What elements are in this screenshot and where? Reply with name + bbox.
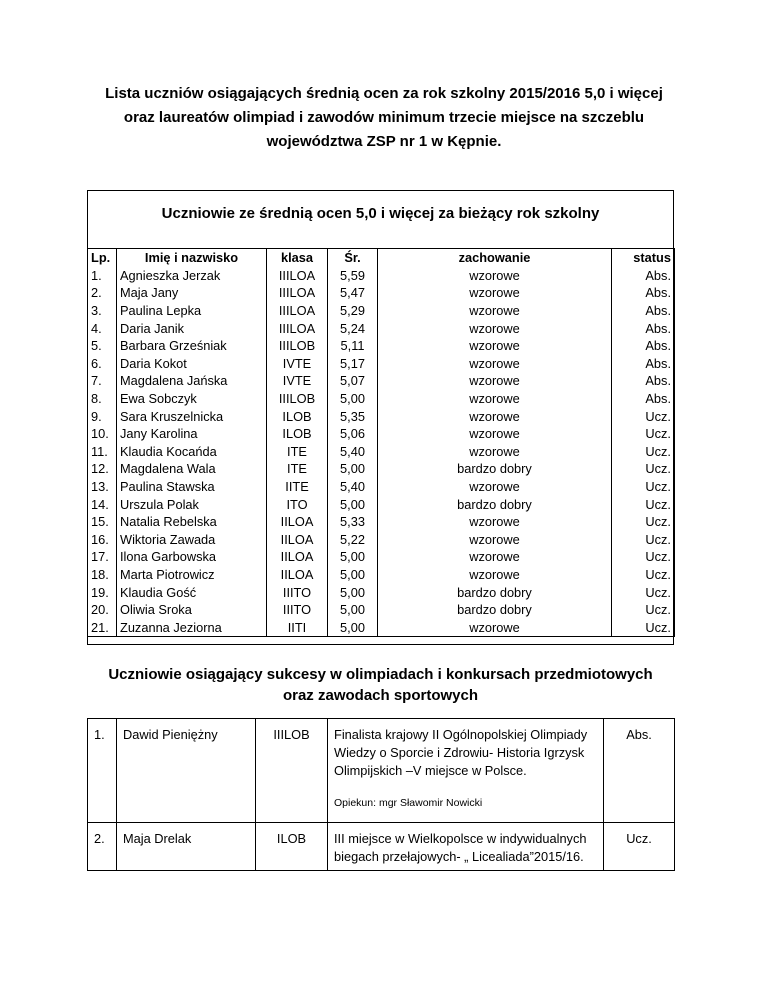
cell-class: IILOA: [267, 548, 328, 566]
cell-behavior: wzorowe: [378, 531, 612, 549]
cell-behavior: wzorowe: [378, 267, 612, 285]
table-row: [88, 284, 675, 302]
cell-average: 5,00: [328, 548, 378, 566]
cell-status: Ucz.: [612, 548, 675, 566]
cell-class: IILOA: [267, 566, 328, 584]
cell-average: 5,06: [328, 425, 378, 443]
table-row: [88, 495, 675, 513]
cell-lp: 3.: [88, 302, 117, 320]
cell-lp: 16.: [88, 531, 117, 549]
cell-behavior: wzorowe: [378, 443, 612, 461]
cell-name: [117, 719, 256, 823]
cell-status: Ucz.: [612, 601, 675, 619]
grades-table-header: [88, 249, 675, 267]
cell-average: 5,11: [328, 337, 378, 355]
cell-behavior: wzorowe: [378, 355, 612, 373]
cell-class: IIILOB: [267, 337, 328, 355]
table-row: [88, 407, 675, 425]
cell-status-text: Ucz.: [626, 831, 652, 846]
cell-lp: [88, 823, 117, 871]
table-row: [88, 443, 675, 461]
cell-status: Abs.: [612, 267, 675, 285]
cell-achievement-text: Finalista krajowy II Ogólnopolskiej Olimpiady Wiedzy o Sporcie i Zdrowiu- Historia Igrzysk Olimpijskich –V miejsce w Polsce.: [334, 727, 588, 778]
cell-name: Klaudia Kocańda: [117, 443, 267, 461]
cell-average: 5,00: [328, 460, 378, 478]
cell-lp: 9.: [88, 407, 117, 425]
cell-name: Daria Kokot: [117, 355, 267, 373]
cell-lp: 12.: [88, 460, 117, 478]
cell-status-text: Abs.: [626, 727, 652, 742]
cell-class: IVTE: [267, 372, 328, 390]
table-row: [88, 531, 675, 549]
cell-status: Abs.: [612, 302, 675, 320]
cell-average: 5,35: [328, 407, 378, 425]
cell-lp-text: 2.: [94, 831, 105, 846]
col-header-average: Śr.: [328, 249, 378, 267]
table-row: [88, 548, 675, 566]
cell-name: Paulina Stawska: [117, 478, 267, 496]
cell-class: ITE: [267, 443, 328, 461]
cell-status: Abs.: [612, 337, 675, 355]
table-row: [88, 390, 675, 408]
cell-status: Ucz.: [612, 443, 675, 461]
cell-behavior: wzorowe: [378, 407, 612, 425]
table-row: [88, 425, 675, 443]
section1-heading: Uczniowie ze średnią ocen 5,0 i więcej za bieżący rok szkolny: [161, 205, 600, 222]
cell-achievement: [328, 719, 604, 823]
cell-status: Ucz.: [612, 495, 675, 513]
cell-name: Zuzanna Jeziorna: [117, 618, 267, 636]
cell-name: Oliwia Sroka: [117, 601, 267, 619]
cell-achievement-text: III miejsce w Wielkopolsce w indywidualnych biegach przełajowych- „ Licealiada”2015/16.: [334, 831, 587, 864]
cell-average: 5,17: [328, 355, 378, 373]
cell-class: [256, 823, 328, 871]
cell-class: ILOB: [267, 425, 328, 443]
cell-average: 5,00: [328, 601, 378, 619]
grades-table-body: [88, 267, 675, 637]
table-row: [88, 372, 675, 390]
table-row: [88, 719, 675, 823]
cell-lp: 20.: [88, 601, 117, 619]
cell-status: Ucz.: [612, 531, 675, 549]
table-row: [88, 460, 675, 478]
cell-behavior: bardzo dobry: [378, 495, 612, 513]
cell-status: Ucz.: [612, 460, 675, 478]
cell-average: 5,40: [328, 478, 378, 496]
cell-class: IIITO: [267, 601, 328, 619]
table-row: [88, 513, 675, 531]
cell-status: Abs.: [612, 390, 675, 408]
table-row: [88, 355, 675, 373]
col-header-lp: Lp.: [88, 249, 117, 267]
cell-class: IIILOA: [267, 284, 328, 302]
cell-name: Sara Kruszelnicka: [117, 407, 267, 425]
title-line-1: Lista uczniów osiągających średnią ocen za rok szkolny 2015/2016 5,0 i więcej: [105, 85, 663, 102]
cell-name: Wiktoria Zawada: [117, 531, 267, 549]
document-title: [60, 82, 708, 154]
cell-status: [604, 823, 675, 871]
supervisor-note: Opiekun: mgr Sławomir Nowicki: [334, 797, 483, 809]
cell-status: Abs.: [612, 284, 675, 302]
cell-lp: 21.: [88, 618, 117, 636]
cell-name: Jany Karolina: [117, 425, 267, 443]
cell-class: IIITO: [267, 583, 328, 601]
cell-class: IILOA: [267, 531, 328, 549]
cell-status: Ucz.: [612, 425, 675, 443]
cell-name: Agnieszka Jerzak: [117, 267, 267, 285]
cell-behavior: wzorowe: [378, 478, 612, 496]
cell-name: Magdalena Jańska: [117, 372, 267, 390]
cell-lp: 5.: [88, 337, 117, 355]
table-row: [88, 302, 675, 320]
table-row: [88, 267, 675, 285]
title-line-3: województwa ZSP nr 1 w Kępnie.: [266, 133, 502, 150]
cell-name: Urszula Polak: [117, 495, 267, 513]
cell-average: 5,00: [328, 566, 378, 584]
section2-heading: [88, 664, 673, 706]
cell-name-text: Dawid Pieniężny: [123, 727, 218, 742]
cell-name: Paulina Lepka: [117, 302, 267, 320]
cell-lp: 17.: [88, 548, 117, 566]
cell-behavior: wzorowe: [378, 548, 612, 566]
col-header-behavior: zachowanie: [378, 249, 612, 267]
cell-class: IVTE: [267, 355, 328, 373]
achievements-table-body: [88, 719, 675, 871]
cell-class-text: ILOB: [276, 831, 307, 846]
cell-name: Daria Janik: [117, 319, 267, 337]
section2-heading-line-1: Uczniowie osiągający sukcesy w olimpiadach i konkursach przedmiotowych: [108, 666, 653, 683]
cell-behavior: wzorowe: [378, 390, 612, 408]
cell-lp: 6.: [88, 355, 117, 373]
table-row: [88, 566, 675, 584]
cell-name: Klaudia Gość: [117, 583, 267, 601]
cell-behavior: wzorowe: [378, 337, 612, 355]
cell-behavior: bardzo dobry: [378, 460, 612, 478]
cell-behavior: wzorowe: [378, 425, 612, 443]
cell-class-text: IIILOB: [273, 727, 310, 742]
cell-status: Ucz.: [612, 513, 675, 531]
col-header-class: klasa: [267, 249, 328, 267]
col-header-name: Imię i nazwisko: [117, 249, 267, 267]
section2-heading-line-2: oraz zawodach sportowych: [282, 687, 479, 704]
cell-average: 5,00: [328, 583, 378, 601]
cell-average: 5,33: [328, 513, 378, 531]
cell-achievement: [328, 823, 604, 871]
cell-lp: [88, 719, 117, 823]
cell-name: Marta Piotrowicz: [117, 566, 267, 584]
cell-class: IIILOA: [267, 302, 328, 320]
cell-behavior: bardzo dobry: [378, 601, 612, 619]
table-row: [88, 478, 675, 496]
cell-behavior: wzorowe: [378, 319, 612, 337]
cell-behavior: wzorowe: [378, 372, 612, 390]
cell-lp: 4.: [88, 319, 117, 337]
cell-average: 5,00: [328, 390, 378, 408]
cell-class: IIILOB: [267, 390, 328, 408]
cell-class: ITO: [267, 495, 328, 513]
cell-status: Ucz.: [612, 566, 675, 584]
cell-lp: 8.: [88, 390, 117, 408]
cell-class: IITI: [267, 618, 328, 636]
cell-average: 5,40: [328, 443, 378, 461]
cell-class: ILOB: [267, 407, 328, 425]
cell-class: ITE: [267, 460, 328, 478]
table-row: [88, 583, 675, 601]
cell-status: Ucz.: [612, 478, 675, 496]
cell-behavior: wzorowe: [378, 302, 612, 320]
cell-status: Ucz.: [612, 407, 675, 425]
cell-lp: 7.: [88, 372, 117, 390]
cell-lp: 10.: [88, 425, 117, 443]
cell-lp-text: 1.: [94, 727, 105, 742]
cell-behavior: wzorowe: [378, 284, 612, 302]
cell-behavior: wzorowe: [378, 618, 612, 636]
cell-class: IIILOA: [267, 319, 328, 337]
cell-class: IILOA: [267, 513, 328, 531]
cell-average: 5,00: [328, 618, 378, 636]
cell-average: 5,22: [328, 531, 378, 549]
cell-name: Ewa Sobczyk: [117, 390, 267, 408]
cell-behavior: wzorowe: [378, 513, 612, 531]
cell-class: IITE: [267, 478, 328, 496]
cell-average: 5,47: [328, 284, 378, 302]
cell-average: 5,00: [328, 495, 378, 513]
cell-status: Ucz.: [612, 618, 675, 636]
cell-behavior: bardzo dobry: [378, 583, 612, 601]
table-row: [88, 618, 675, 636]
cell-lp: 1.: [88, 267, 117, 285]
title-line-2: oraz laureatów olimpiad i zawodów minimum trzecie miejsce na szczeblu: [123, 109, 645, 126]
achievements-table: [87, 718, 675, 871]
cell-lp: 18.: [88, 566, 117, 584]
grades-table: [87, 248, 675, 637]
cell-lp: 2.: [88, 284, 117, 302]
cell-behavior: wzorowe: [378, 566, 612, 584]
cell-lp: 14.: [88, 495, 117, 513]
cell-average: 5,24: [328, 319, 378, 337]
cell-name: Barbara Grześniak: [117, 337, 267, 355]
cell-class: IIILOA: [267, 267, 328, 285]
cell-status: Ucz.: [612, 583, 675, 601]
cell-status: Abs.: [612, 319, 675, 337]
table-row: [88, 337, 675, 355]
cell-average: 5,59: [328, 267, 378, 285]
cell-status: Abs.: [612, 355, 675, 373]
cell-lp: 13.: [88, 478, 117, 496]
table-row: [88, 823, 675, 871]
table-row: [88, 319, 675, 337]
cell-lp: 19.: [88, 583, 117, 601]
cell-name: Magdalena Wala: [117, 460, 267, 478]
cell-name: Maja Jany: [117, 284, 267, 302]
cell-average: 5,29: [328, 302, 378, 320]
table-row: [88, 601, 675, 619]
cell-name: Ilona Garbowska: [117, 548, 267, 566]
cell-status: Abs.: [612, 372, 675, 390]
cell-lp: 15.: [88, 513, 117, 531]
cell-average: 5,07: [328, 372, 378, 390]
cell-status: [604, 719, 675, 823]
col-header-status: status: [612, 249, 675, 267]
cell-name: [117, 823, 256, 871]
cell-name-text: Maja Drelak: [123, 831, 192, 846]
cell-name: Natalia Rebelska: [117, 513, 267, 531]
cell-lp: 11.: [88, 443, 117, 461]
cell-class: [256, 719, 328, 823]
